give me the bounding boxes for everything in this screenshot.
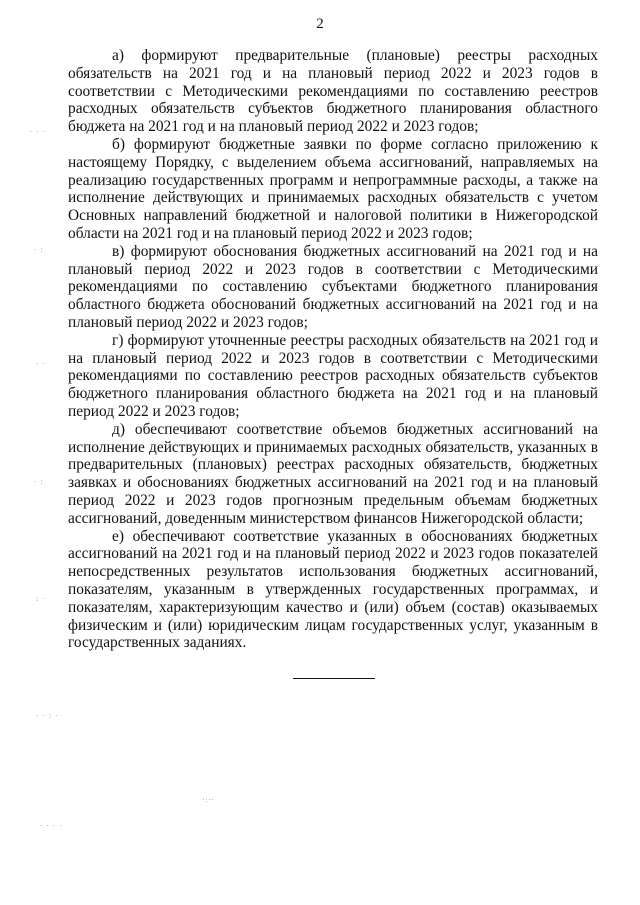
scan-speck: · :	[34, 246, 44, 254]
list-item-v: в) формируют обоснования бюджетных ассигнований на 2021 год и на плановый период 2022 и 2023 годов в соответствии с Методическими рекомендациями по составлению субъектами бюджетного планирования областного бюджета обоснований бюджетных ассигнований на 2021 год и на плановый период 2022 и 2023 годов;	[68, 242, 598, 331]
list-item-g: г) формируют уточненные реестры расходных обязательств на 2021 год и на плановый период 2022 и 2023 годов в соответствии с Методическими рекомендациями по составлению реестров расходных обязательств субъектов бюджетного планирования областного бюджета на 2021 год и на плановый период 2022 и 2023 годов;	[68, 331, 598, 420]
document-body	[68, 47, 598, 652]
scan-speck: · :	[34, 478, 44, 486]
scan-speck: ·:··	[202, 796, 216, 804]
page-number: 2	[316, 16, 324, 32]
list-item-b: б) формируют бюджетные заявки по форме согласно приложению к настоящему Порядку, с выделением объема ассигнований, направляемых на реализацию государственных программ и непрограммные расходы, а также на исполнение действующих и принимаемых расходных обязательств с учетом Основных направлений бюджетной и налоговой политики в Нижегородской области на 2021 год и на плановый период 2022 и 2023 годов;	[68, 135, 598, 242]
end-separator-line	[293, 678, 375, 679]
list-item-d: д) обеспечивают соответствие объемов бюджетных ассигнований на исполнение действующих и принимаемых расходных обязательств, указанных в предварительных (плановых) реестрах расходных обязательств, бюджетных заявках и обоснованиях бюджетных ассигнований на 2021 год и на плановый период 2022 и 2023 годов прогнозным предельным объемам бюджетных ассигнований, доведенным министерством финансов Нижегородской области;	[68, 420, 598, 527]
list-item-e: е) обеспечивают соответствие указанных в обоснованиях бюджетных ассигнований на 2021 год и на плановый период 2022 и 2023 годов показателей непосредственных результатов использования бюджетных ассигнований, показателям, указанным в утвержденных государственных программах, и показателям, характеризующим качество и (или) объем (состав) оказываемых физическим и (или) юридическим лицам государственных услуг, указанным в государственных заданиях.	[68, 527, 598, 652]
scan-speck: · · · ·	[40, 822, 63, 830]
scan-speck: : ·	[36, 595, 46, 603]
scan-speck: · ·	[36, 360, 46, 368]
scan-speck: · · : ·	[36, 712, 59, 720]
scan-speck: · · ·	[30, 128, 47, 136]
list-item-a: а) формируют предварительные (плановые) реестры расходных обязательств на 2021 год и на плановый период 2022 и 2023 годов в соответствии с Методическими рекомендациями по составлению реестров расходных обязательств субъектов бюджетного планирования областного бюджета на 2021 год и на плановый период 2022 и 2023 годов;	[68, 47, 598, 136]
